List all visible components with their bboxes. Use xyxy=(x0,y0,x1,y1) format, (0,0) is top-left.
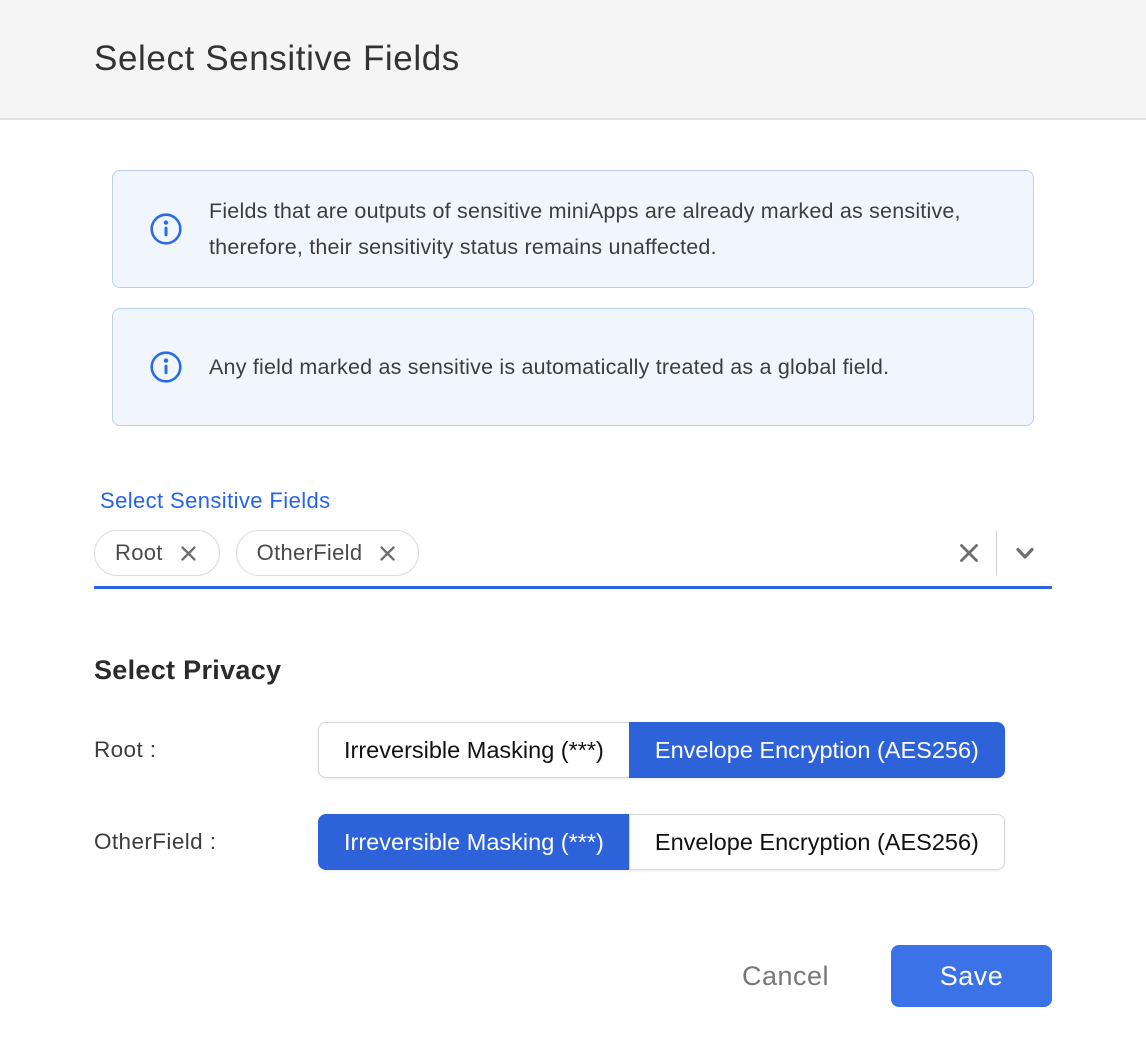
notice-banner xyxy=(112,308,1034,426)
chip-label: OtherField xyxy=(256,540,363,565)
chip-otherfield[interactable] xyxy=(236,530,420,576)
close-icon[interactable] xyxy=(377,543,398,564)
clear-all-icon[interactable] xyxy=(955,539,983,567)
sensitive-fields-select-label: Select Sensitive Fields xyxy=(100,488,331,513)
modal-title: Select Sensitive Fields xyxy=(94,39,460,78)
envelope-encryption-option[interactable]: Envelope Encryption (AES256) xyxy=(629,722,1005,778)
notice-banner xyxy=(112,170,1034,288)
notice-text: Any field marked as sensitive is automatically treated as a global field. xyxy=(209,355,890,379)
privacy-row-otherfield xyxy=(94,814,1052,870)
notice-text: Fields that are outputs of sensitive miniApps are already marked as sensitive, therefore, their sensitivity status remains unaffected. xyxy=(209,199,961,259)
privacy-row-root xyxy=(94,722,1052,778)
privacy-toggle-group xyxy=(318,722,1005,778)
chevron-down-icon[interactable] xyxy=(1010,538,1040,568)
cancel-button[interactable]: Cancel xyxy=(741,960,829,991)
chip-label: Root xyxy=(115,540,163,565)
close-icon[interactable] xyxy=(178,543,199,564)
sensitive-fields-multiselect[interactable] xyxy=(94,530,1052,589)
field-name-label: Root : xyxy=(94,737,157,762)
modal-footer xyxy=(94,945,1052,1007)
selected-field-chips xyxy=(94,530,955,576)
info-icon xyxy=(149,212,183,246)
info-icon xyxy=(149,350,183,384)
select-privacy-heading: Select Privacy xyxy=(94,655,282,685)
select-controls xyxy=(955,531,1053,575)
irreversible-masking-option[interactable]: Irreversible Masking (***) xyxy=(318,814,629,870)
irreversible-masking-option[interactable]: Irreversible Masking (***) xyxy=(318,722,629,778)
chip-root[interactable] xyxy=(94,530,220,576)
modal-header xyxy=(0,0,1146,120)
modal-body xyxy=(0,170,1146,1007)
save-button[interactable]: Save xyxy=(891,945,1052,1007)
privacy-toggle-group xyxy=(318,814,1005,870)
field-name-label: OtherField : xyxy=(94,829,217,854)
divider xyxy=(996,531,998,575)
envelope-encryption-option[interactable]: Envelope Encryption (AES256) xyxy=(629,814,1005,870)
